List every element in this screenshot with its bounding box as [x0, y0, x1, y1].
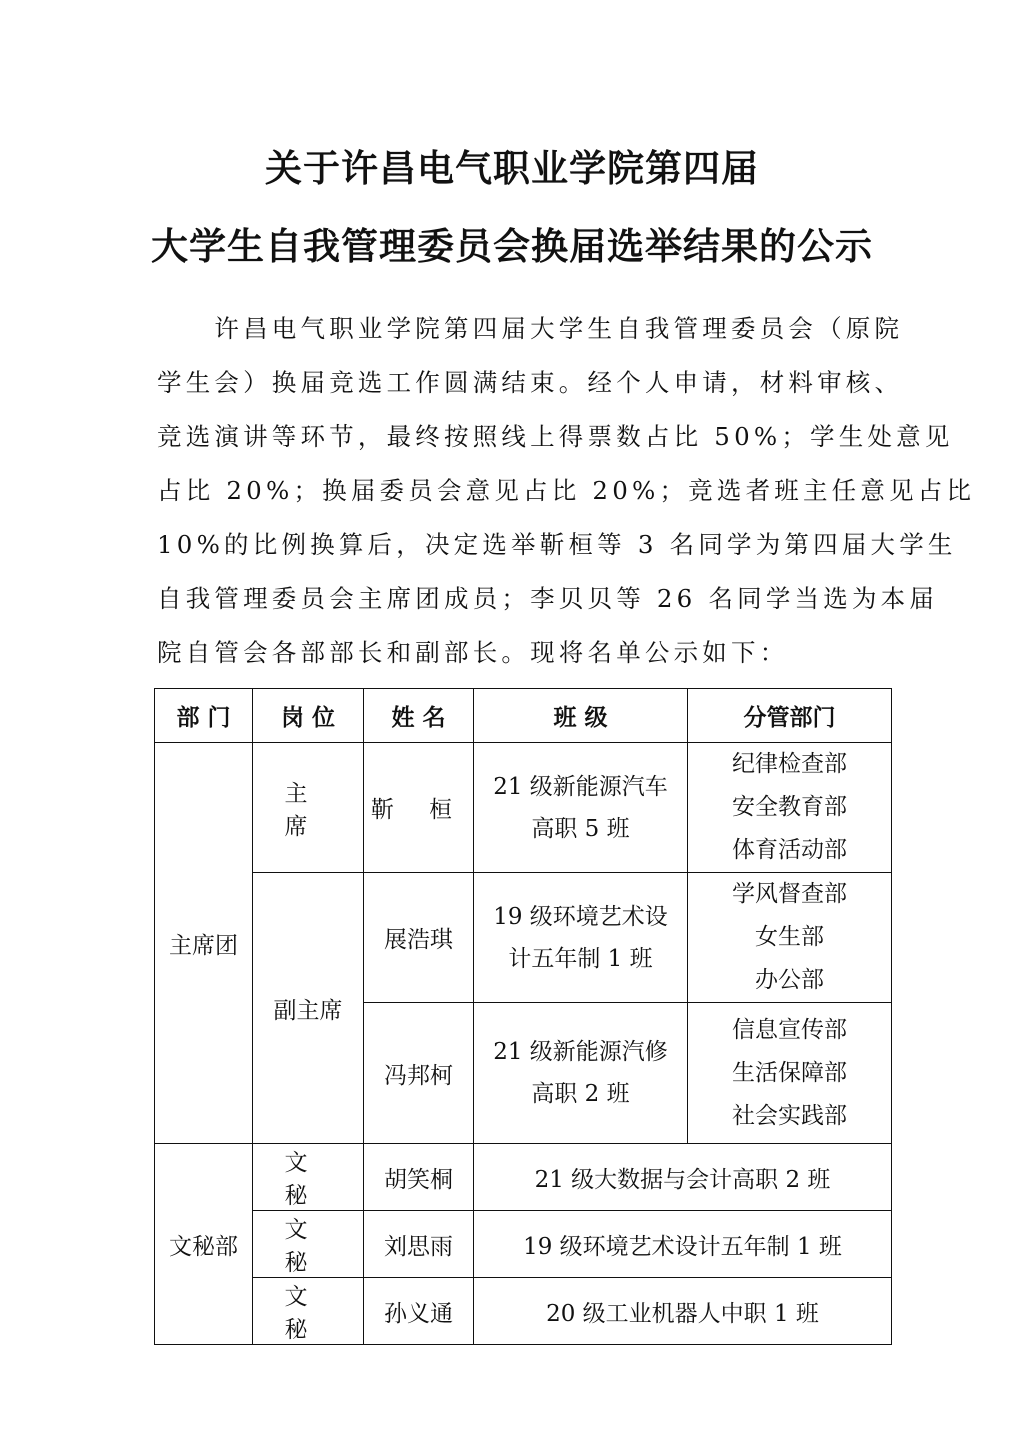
- managed-item: 安全教育部: [732, 794, 847, 820]
- name-cell: 胡笑桐: [364, 1144, 474, 1211]
- class-cell: 20 级工业机器人中职 1 班: [474, 1278, 892, 1345]
- managed-item: 信息宣传部: [732, 1016, 847, 1043]
- class-line: 高职 5 班: [531, 815, 630, 842]
- class-cell: 21 级大数据与会计高职 2 班: [474, 1144, 892, 1211]
- managed-item: 体育活动部: [732, 837, 847, 863]
- class-line: 19 级环境艺术设: [493, 903, 668, 930]
- paragraph-line: 院自管会各部部长和副部长。现将名单公示如下：: [157, 638, 789, 667]
- header-class: 班 级: [474, 689, 688, 743]
- paragraph-line: 竞选演讲等环节，最终按照线上得票数占比 50%；学生处意见: [157, 422, 954, 451]
- class-cell: 19 级环境艺术设计五年制 1 班: [474, 1211, 892, 1278]
- managed-departments-cell: [688, 873, 892, 1003]
- table-row: [155, 1278, 892, 1345]
- header-position: 岗 位: [253, 689, 364, 743]
- class-cell: [474, 743, 688, 873]
- class-line: 计五年制 1 班: [508, 945, 653, 972]
- managed-item: 女生部: [755, 924, 824, 950]
- paragraph-line: 10%的比例换算后，决定选举靳桓等 3 名同学为第四届大学生: [157, 530, 957, 559]
- managed-item: 社会实践部: [732, 1102, 847, 1129]
- header-department: 部 门: [155, 689, 253, 743]
- name-cell: 冯邦柯: [364, 1003, 474, 1144]
- department-cell: 文秘部: [155, 1144, 253, 1345]
- class-cell: [474, 873, 688, 1003]
- position-cell: 副主席: [253, 873, 364, 1144]
- name-cell: 展浩琪: [364, 873, 474, 1003]
- document-title-line-2: 大学生自我管理委员会换届选举结果的公示: [151, 224, 873, 268]
- managed-item: 纪律检查部: [732, 751, 847, 777]
- position-cell: 文 秘: [253, 1211, 364, 1278]
- position-cell: 文 秘: [253, 1144, 364, 1211]
- class-line: 21 级新能源汽修: [493, 1039, 668, 1065]
- paragraph-line: 占比 20%；换届委员会意见占比 20%；竞选者班主任意见占比: [157, 476, 976, 505]
- managed-departments-cell: [688, 743, 892, 873]
- name-cell: 刘思雨: [364, 1211, 474, 1278]
- announcement-paragraph: [157, 302, 976, 680]
- department-cell: 主席团: [155, 743, 253, 1144]
- header-name: 姓 名: [364, 689, 474, 743]
- name-cell: 靳 桓: [364, 743, 474, 873]
- managed-item: 学风督查部: [732, 881, 847, 907]
- document-title-line-1: 关于许昌电气职业学院第四届: [265, 146, 759, 190]
- table-row: [155, 873, 892, 1003]
- paragraph-line: 自我管理委员会主席团成员；李贝贝等 26 名同学当选为本届: [157, 584, 939, 613]
- table-row: [155, 1211, 892, 1278]
- name-cell: 孙义通: [364, 1278, 474, 1345]
- managed-item: 办公部: [755, 967, 824, 993]
- managed-item: 生活保障部: [732, 1059, 847, 1086]
- paragraph-line: 学生会）换届竞选工作圆满结束。经个人申请，材料审核、: [157, 368, 904, 397]
- paragraph-line: 许昌电气职业学院第四届大学生自我管理委员会（原院: [157, 314, 904, 343]
- class-cell: [474, 1003, 688, 1144]
- position-cell: 文 秘: [253, 1278, 364, 1345]
- managed-departments-cell: [688, 1003, 892, 1144]
- table-header-row: [155, 689, 892, 743]
- class-line: 21 级新能源汽车: [493, 773, 668, 800]
- table-row: [155, 1144, 892, 1211]
- position-cell: 主 席: [253, 743, 364, 873]
- class-line: 高职 2 班: [531, 1081, 630, 1107]
- table-row: [155, 743, 892, 873]
- header-managed-departments: 分管部门: [688, 689, 892, 743]
- election-results-table: [154, 688, 892, 1345]
